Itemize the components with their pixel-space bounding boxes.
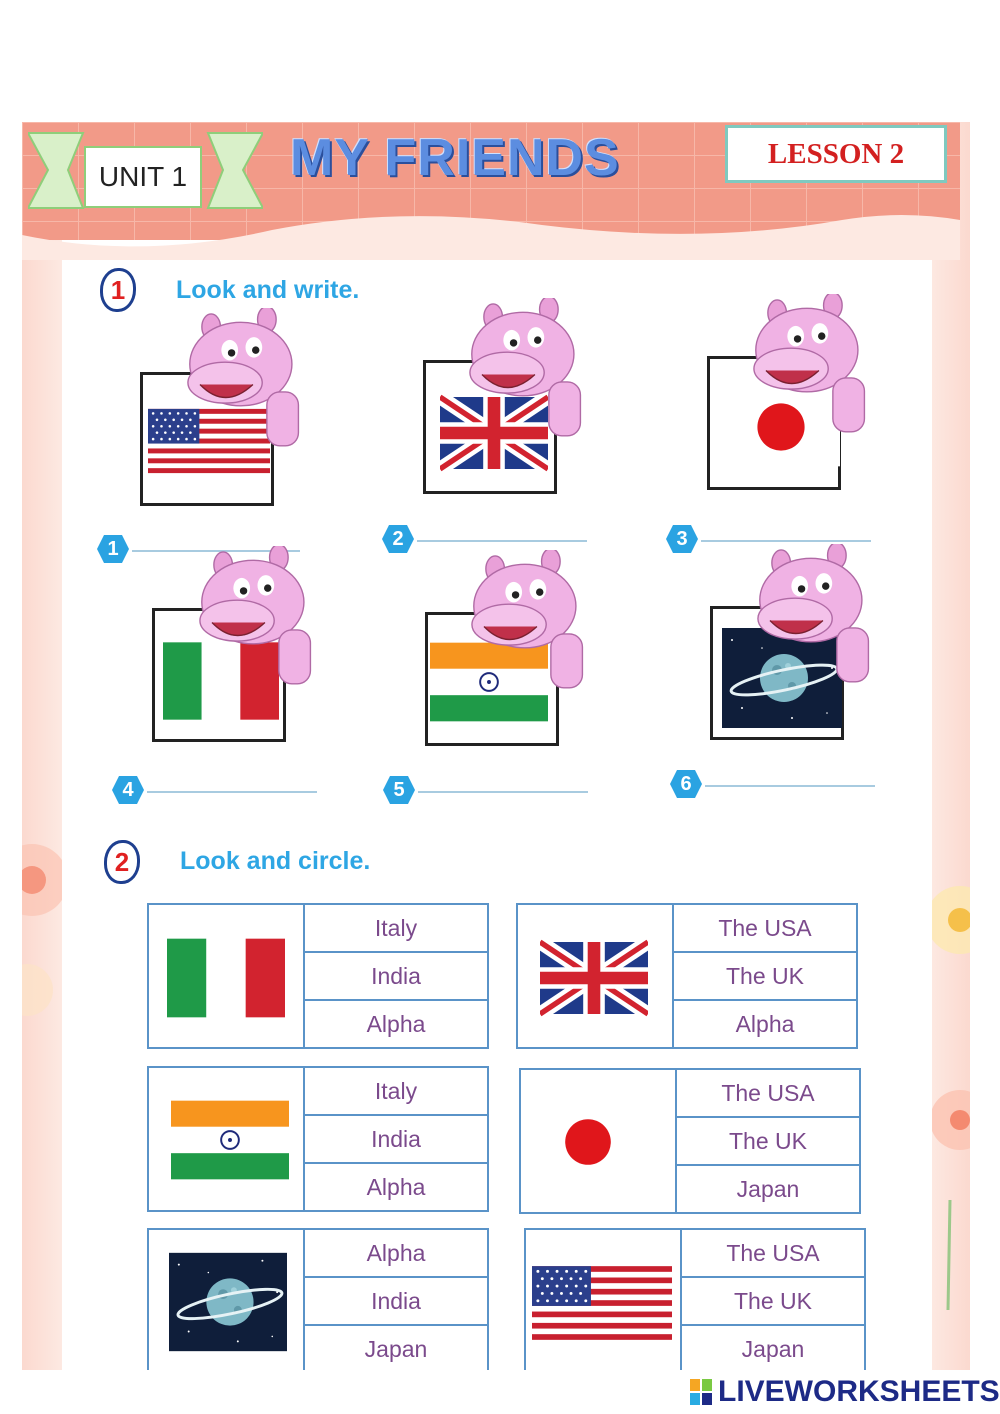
answer-input-6[interactable] (712, 759, 876, 785)
option-the-uk[interactable]: The UK (674, 953, 856, 1001)
answer-line-2 (417, 540, 587, 542)
option-japan[interactable]: Japan (736, 1175, 800, 1202)
unit-label: UNIT 1 (84, 146, 202, 208)
hippo-icon (458, 550, 588, 690)
circle-group-1 (147, 903, 489, 1049)
option-the-usa[interactable]: The USA (682, 1230, 864, 1278)
option-italy[interactable]: Italy (305, 905, 487, 953)
option-image (518, 905, 674, 1047)
option-image (149, 1068, 305, 1210)
hippo-icon (174, 308, 304, 448)
option-alpha[interactable]: Alpha (366, 1010, 426, 1037)
option-the-usa[interactable]: The USA (677, 1070, 859, 1118)
circle-group-4 (519, 1068, 861, 1214)
item-5-number: 5 (393, 778, 405, 801)
liveworksheets-logo-icon (690, 1377, 714, 1407)
option-the-uk[interactable]: The UK (677, 1118, 859, 1166)
answer-line-5 (418, 791, 588, 793)
hippo-icon (456, 298, 586, 438)
hippo-icon (740, 294, 870, 434)
item-3-number: 3 (676, 527, 688, 550)
circle-group-6 (524, 1228, 866, 1374)
section-1-title: Look and write. (176, 276, 360, 304)
option-alpha[interactable]: Alpha (366, 1173, 426, 1200)
hippo-icon (744, 544, 874, 684)
option-india[interactable]: India (305, 953, 487, 1001)
option-india[interactable]: India (305, 1278, 487, 1326)
answer-line-4 (147, 791, 317, 793)
footer-brand-text: LIVEWORKSHEETS (718, 1375, 1000, 1408)
section-1-number: 1 (100, 268, 136, 312)
planet-alpha-icon (169, 1252, 287, 1352)
india-flag-icon (171, 1092, 289, 1188)
option-italy[interactable]: Italy (305, 1068, 487, 1116)
lesson-label: LESSON 2 (725, 125, 947, 183)
option-image (149, 905, 305, 1047)
item-4-number: 4 (122, 778, 134, 801)
item-2-number: 2 (392, 527, 404, 550)
answer-input-3[interactable] (708, 514, 872, 540)
option-japan[interactable]: Japan (741, 1335, 805, 1362)
circle-group-2 (516, 903, 858, 1049)
hippo-icon (186, 546, 316, 686)
option-alpha[interactable]: Alpha (735, 1010, 795, 1037)
option-the-usa[interactable]: The USA (674, 905, 856, 953)
item-1-number: 1 (107, 537, 119, 560)
answer-input-2[interactable] (424, 514, 588, 540)
uk-flag-icon (540, 937, 648, 1019)
option-japan[interactable]: Japan (364, 1335, 428, 1362)
answer-line-6 (705, 785, 875, 787)
answer-input-4[interactable] (154, 765, 318, 791)
item-6-number: 6 (680, 772, 692, 795)
page-title: MY FRIENDS (290, 129, 620, 187)
flower-decoration-right (930, 820, 970, 1320)
circle-group-3 (147, 1066, 489, 1212)
japan-flag-icon (531, 1100, 645, 1184)
option-india[interactable]: India (305, 1116, 487, 1164)
answer-input-5[interactable] (425, 765, 589, 791)
circle-group-5 (147, 1228, 489, 1374)
option-the-uk[interactable]: The UK (682, 1278, 864, 1326)
usa-flag-icon (532, 1262, 672, 1344)
option-alpha[interactable]: Alpha (305, 1230, 487, 1278)
option-image (149, 1230, 305, 1372)
section-2-title: Look and circle. (180, 847, 371, 875)
answer-line-3 (701, 540, 871, 542)
section-2-number: 2 (104, 840, 140, 884)
option-image (521, 1070, 677, 1212)
option-image (526, 1230, 682, 1372)
footer-brand (690, 1372, 1000, 1412)
italy-flag-icon (167, 937, 285, 1019)
